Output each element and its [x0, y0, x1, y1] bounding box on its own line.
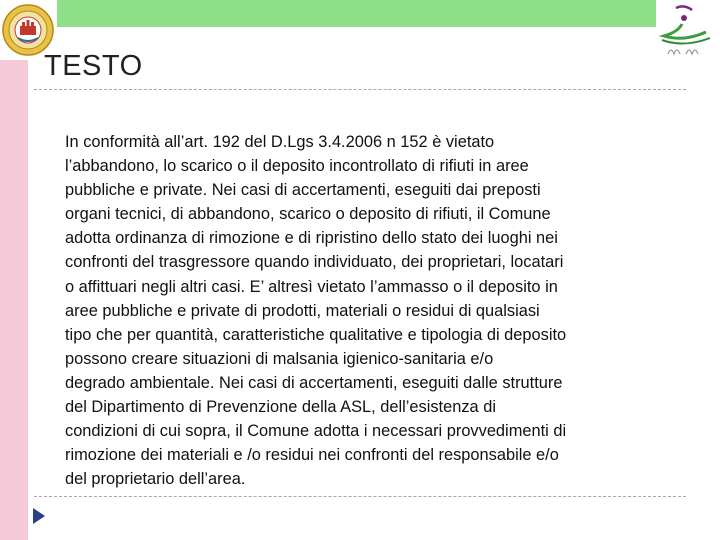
brand-logo-icon	[654, 2, 718, 62]
page-title: TESTO	[44, 50, 143, 82]
header-bar	[57, 0, 656, 27]
nav-arrow-icon[interactable]	[33, 508, 45, 524]
body-text: In conformità all’art. 192 del D.Lgs 3.4.2006 n 152 è vietato l’abbandono, lo scarico o il deposito incontrollato di rifiuti in aree pubbliche e private. Nei casi di accertamenti, eseguiti dai preposti organi tecnici, di abbandono, scarico o deposito di rifiuti, il Comune adotta ordinanza di rimozione e di ripristino dello stato dei luoghi nei confronti del trasgressore quando individuato, dei proprietari, locatari o affittuari negli altri casi. E’ altresì vietato l’ammasso o il deposito in aree pubbliche e private di prodotti, materiali o residui di qualsiasi tipo che per quantità, caratteristiche qualitative e tipologia di deposito possono creare situazioni di malsania igienico-sanitaria e/o degrado ambientale. Nei casi di accertamenti, eseguiti dalle strutture del Dipartimento di Prevenzione della ASL, dell’esistenza di condizioni di cui sopra, il Comune adotta i necessari provvedimenti di rimozione dei materiali e /o residui nei confronti del responsabile e/o del proprietario dell’area.	[65, 133, 567, 489]
title-divider	[34, 89, 686, 90]
footer-divider	[34, 496, 686, 497]
left-accent-strip	[0, 60, 28, 540]
municipal-seal-icon	[2, 4, 54, 56]
